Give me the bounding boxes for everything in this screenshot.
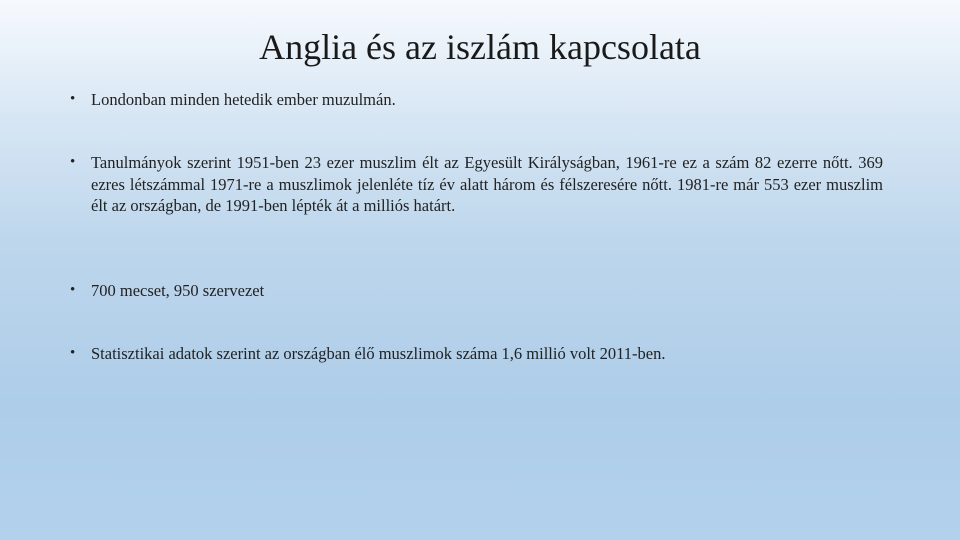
bullet-item: [70, 89, 883, 111]
bullet-point-icon: •: [70, 91, 76, 107]
bullet-text: Tanulmányok szerint 1951-ben 23 ezer muszlim élt az Egyesült Királyságban, 1961-re ez a szám 82 ezerre nőtt. 369 ezres létszámmal 1971-re a muszlimok jelenléte tíz év alatt három és félszeresére nőtt. 1981-re már 553 ezer muszlim élt az országban, de 1991-ben lépték át a milliós határt.: [91, 153, 883, 215]
bullet-point-icon: •: [70, 282, 76, 298]
bullet-item: [70, 152, 883, 217]
bullet-point-icon: •: [70, 345, 76, 361]
bullet-text: Londonban minden hetedik ember muzulmán.: [91, 90, 396, 109]
bullet-point-icon: •: [70, 154, 76, 170]
bullet-item: [70, 343, 883, 365]
bullet-text: Statisztikai adatok szerint az országban élő muszlimok száma 1,6 millió volt 2011-ben.: [91, 344, 666, 363]
bullet-item: [70, 280, 883, 302]
slide-title: Anglia és az iszlám kapcsolata: [259, 27, 701, 67]
bullet-text: 700 mecset, 950 szervezet: [91, 281, 265, 300]
